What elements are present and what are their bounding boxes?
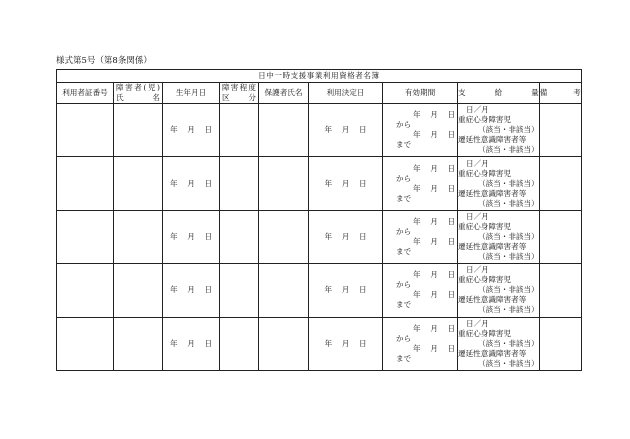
header-guardian-name: 保護者氏名	[259, 83, 309, 104]
disability-level-cell[interactable]	[220, 264, 259, 317]
table-title: 日中一時支援事業利用資格者名簿	[57, 70, 582, 83]
prolonged-consciousness-label: 遷延性意識障害者等	[458, 188, 527, 198]
month-label: 月	[430, 216, 438, 226]
header-birth-date: 生年月日	[163, 83, 220, 104]
supply-amount-cell[interactable]	[458, 317, 540, 370]
disability-level-cell[interactable]	[220, 104, 259, 157]
guardian-name-cell[interactable]	[259, 157, 309, 210]
year-label: 年	[413, 236, 421, 246]
disabled-person-name-cell[interactable]	[114, 264, 163, 317]
year-label: 年	[413, 270, 421, 280]
month-label: 月	[430, 110, 438, 120]
days-per-month-label: 日／月	[466, 158, 489, 168]
from-label: から	[396, 333, 412, 343]
from-label: から	[396, 280, 412, 290]
prolonged-consciousness-label: 遷延性意識障害者等	[458, 295, 527, 305]
day-label: 日	[447, 270, 456, 280]
applicability-option-1: （該当・非該当）	[478, 125, 539, 135]
certificate-number-cell[interactable]	[57, 210, 114, 263]
year-label: 年	[413, 110, 421, 120]
month-label: 月	[187, 178, 195, 188]
supply-amount-cell[interactable]	[458, 157, 540, 210]
certificate-number-cell[interactable]	[57, 157, 114, 210]
year-label: 年	[324, 285, 333, 295]
year-label: 年	[324, 178, 333, 188]
table-row	[57, 104, 582, 157]
decision-date-cell[interactable]	[309, 210, 383, 263]
header-level-char-1: 区	[222, 93, 230, 102]
prolonged-consciousness-label: 遷延性意識障害者等	[458, 348, 527, 358]
prolonged-consciousness-label: 遷延性意識障害者等	[458, 135, 527, 145]
decision-date-cell[interactable]	[309, 104, 383, 157]
table-row	[57, 317, 582, 370]
days-per-month-label: 日／月	[466, 105, 489, 115]
birth-date-cell[interactable]	[163, 210, 220, 263]
decision-date-cell[interactable]	[309, 157, 383, 210]
day-label: 日	[358, 231, 367, 241]
month-label: 月	[341, 125, 350, 135]
remarks-cell[interactable]	[539, 264, 581, 317]
month-label: 月	[430, 163, 438, 173]
validity-period-cell[interactable]	[383, 264, 458, 317]
applicability-option-2: （該当・非該当）	[478, 198, 539, 208]
year-label: 年	[324, 231, 333, 241]
eligibility-register-table	[56, 69, 582, 371]
period-start-date	[383, 270, 457, 280]
header-disability-level-line1: 障害程度	[222, 83, 256, 92]
header-validity-period: 有効期間	[383, 83, 458, 104]
until-label: まで	[396, 140, 412, 150]
period-end-date	[383, 237, 457, 247]
certificate-number-cell[interactable]	[57, 104, 114, 157]
guardian-name-cell[interactable]	[259, 317, 309, 370]
month-label: 月	[341, 285, 350, 295]
year-label: 年	[413, 183, 421, 193]
from-label: から	[396, 226, 412, 236]
applicability-option-2: （該当・非該当）	[478, 251, 539, 261]
disability-level-cell[interactable]	[220, 317, 259, 370]
validity-period-cell[interactable]	[383, 157, 458, 210]
month-label: 月	[341, 231, 350, 241]
applicability-option-1: （該当・非該当）	[478, 285, 539, 295]
applicability-option-1: （該当・非該当）	[478, 178, 539, 188]
month-label: 月	[430, 270, 438, 280]
month-label: 月	[187, 231, 195, 241]
form-number-label: 様式第5号（第8条関係）	[56, 56, 152, 66]
day-label: 日	[358, 338, 367, 348]
header-supply-amount: 支 給 量	[458, 83, 540, 104]
disability-level-cell[interactable]	[220, 210, 259, 263]
applicability-option-2: （該当・非該当）	[478, 145, 539, 155]
header-decision-date: 利用決定日	[309, 83, 383, 104]
period-start-date	[383, 324, 457, 334]
period-end-date	[383, 290, 457, 300]
decision-date-cell[interactable]	[309, 264, 383, 317]
header-disabled-person-name-line1: 障害者(児)	[116, 83, 160, 92]
until-label: まで	[396, 193, 412, 203]
days-per-month-label: 日／月	[466, 211, 489, 221]
header-level-char-2: 分	[248, 93, 256, 102]
period-end-date	[383, 130, 457, 140]
day-label: 日	[447, 130, 456, 140]
decision-date-cell[interactable]	[309, 317, 383, 370]
from-label: から	[396, 173, 412, 183]
remarks-cell[interactable]	[539, 210, 581, 263]
year-label: 年	[413, 163, 421, 173]
day-label: 日	[204, 231, 213, 241]
year-label: 年	[413, 323, 421, 333]
period-start-date	[383, 164, 457, 174]
year-label: 年	[324, 338, 333, 348]
until-label: まで	[396, 246, 412, 256]
supply-amount-cell[interactable]	[458, 210, 540, 263]
day-label: 日	[447, 163, 456, 173]
day-label: 日	[204, 285, 213, 295]
validity-period-cell[interactable]	[383, 317, 458, 370]
severe-disability-label: 重症心身障害児	[458, 328, 512, 338]
year-label: 年	[413, 290, 421, 300]
supply-amount-cell[interactable]	[458, 264, 540, 317]
year-label: 年	[413, 343, 421, 353]
disabled-person-name-cell[interactable]	[114, 317, 163, 370]
register-body	[57, 104, 582, 371]
day-label: 日	[204, 338, 213, 348]
days-per-month-label: 日／月	[466, 318, 489, 328]
period-end-date	[383, 184, 457, 194]
from-label: から	[396, 120, 412, 130]
month-label: 月	[341, 178, 350, 188]
remarks-cell[interactable]	[539, 104, 581, 157]
prolonged-consciousness-label: 遷延性意識障害者等	[458, 241, 527, 251]
birth-date-cell[interactable]	[163, 157, 220, 210]
day-label: 日	[447, 236, 456, 246]
header-name-char-2: 名	[152, 93, 160, 102]
period-start-date	[383, 110, 457, 120]
month-label: 月	[187, 125, 195, 135]
day-label: 日	[358, 285, 367, 295]
year-label: 年	[169, 338, 178, 348]
year-label: 年	[413, 216, 421, 226]
month-label: 月	[430, 236, 438, 246]
severe-disability-label: 重症心身障害児	[458, 168, 512, 178]
guardian-name-cell[interactable]	[259, 210, 309, 263]
year-label: 年	[169, 125, 178, 135]
birth-date-cell[interactable]	[163, 317, 220, 370]
validity-period-cell[interactable]	[383, 210, 458, 263]
day-label: 日	[204, 178, 213, 188]
header-remarks: 備 考	[539, 83, 581, 104]
days-per-month-label: 日／月	[466, 265, 489, 275]
month-label: 月	[187, 338, 195, 348]
guardian-name-cell[interactable]	[259, 104, 309, 157]
severe-disability-label: 重症心身障害児	[458, 275, 512, 285]
day-label: 日	[447, 343, 456, 353]
disabled-person-name-cell[interactable]	[114, 210, 163, 263]
certificate-number-cell[interactable]	[57, 264, 114, 317]
table-row	[57, 264, 582, 317]
applicability-option-2: （該当・非該当）	[478, 305, 539, 315]
disabled-person-name-cell[interactable]	[114, 104, 163, 157]
severe-disability-label: 重症心身障害児	[458, 115, 512, 125]
day-label: 日	[447, 290, 456, 300]
remarks-cell[interactable]	[539, 317, 581, 370]
birth-date-cell[interactable]	[163, 264, 220, 317]
applicability-option-1: （該当・非該当）	[478, 231, 539, 241]
month-label: 月	[187, 285, 195, 295]
period-end-date	[383, 344, 457, 354]
period-start-date	[383, 217, 457, 227]
supply-amount-cell[interactable]	[458, 104, 540, 157]
table-row	[57, 157, 582, 210]
certificate-number-cell[interactable]	[57, 317, 114, 370]
month-label: 月	[430, 130, 438, 140]
header-name-char-1: 氏	[116, 93, 124, 102]
month-label: 月	[430, 323, 438, 333]
month-label: 月	[430, 343, 438, 353]
until-label: まで	[396, 353, 412, 363]
birth-date-cell[interactable]	[163, 104, 220, 157]
day-label: 日	[358, 125, 367, 135]
header-disability-level	[220, 83, 259, 104]
month-label: 月	[341, 338, 350, 348]
table-row	[57, 210, 582, 263]
day-label: 日	[447, 110, 456, 120]
day-label: 日	[447, 216, 456, 226]
day-label: 日	[204, 125, 213, 135]
day-label: 日	[358, 178, 367, 188]
month-label: 月	[430, 290, 438, 300]
year-label: 年	[169, 285, 178, 295]
disabled-person-name-cell[interactable]	[114, 157, 163, 210]
applicability-option-2: （該当・非該当）	[478, 358, 539, 368]
disability-level-cell[interactable]	[220, 157, 259, 210]
year-label: 年	[169, 178, 178, 188]
header-certificate-number: 利用者証番号	[57, 83, 114, 104]
guardian-name-cell[interactable]	[259, 264, 309, 317]
header-disabled-person-name	[114, 83, 163, 104]
year-label: 年	[324, 125, 333, 135]
severe-disability-label: 重症心身障害児	[458, 221, 512, 231]
remarks-cell[interactable]	[539, 157, 581, 210]
day-label: 日	[447, 323, 456, 333]
validity-period-cell[interactable]	[383, 104, 458, 157]
until-label: まで	[396, 300, 412, 310]
year-label: 年	[169, 231, 178, 241]
day-label: 日	[447, 183, 456, 193]
year-label: 年	[413, 130, 421, 140]
month-label: 月	[430, 183, 438, 193]
applicability-option-1: （該当・非該当）	[478, 338, 539, 348]
